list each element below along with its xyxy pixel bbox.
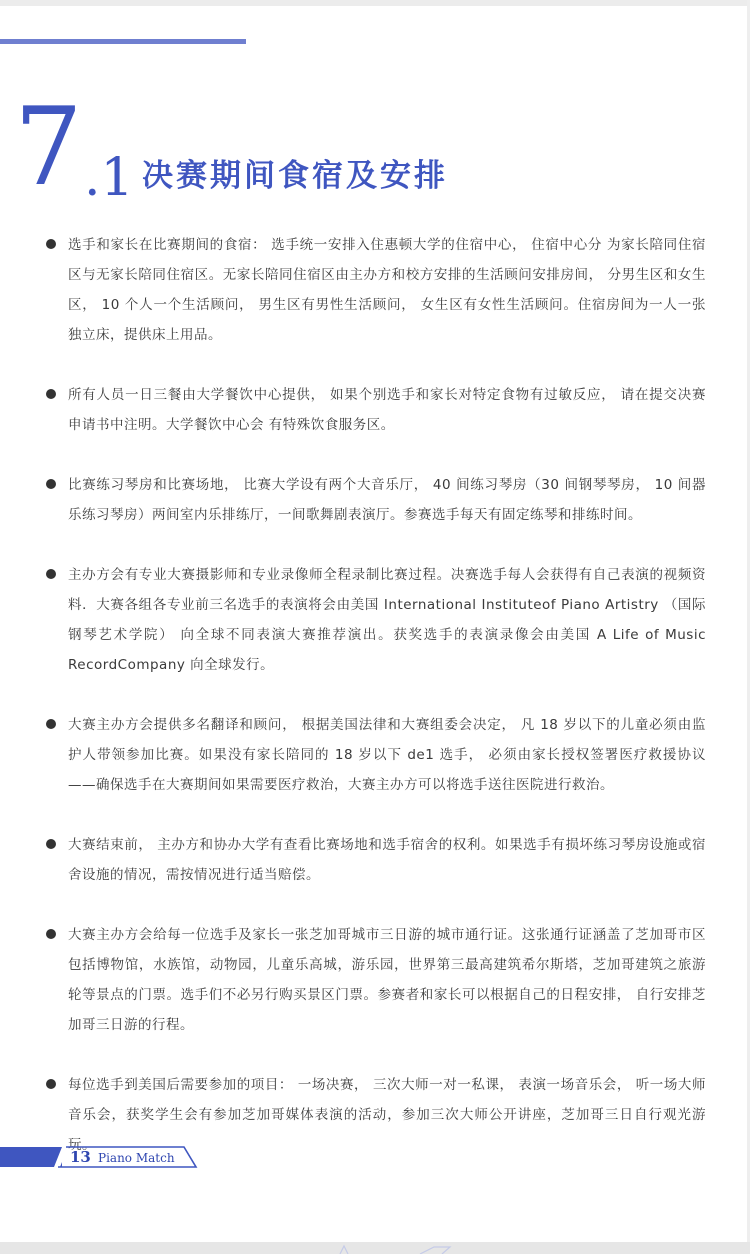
section-sub-number: .1 xyxy=(84,148,134,208)
list-item-text: 每位选手到美国后需要参加的项目： 一场决赛， 三次大师一对一私课， 表演一场音乐会， 听一场大师音乐会，获奖学生会有参加芝加哥媒体表演的活动，参加三次大师公开讲座，芝加哥三日自行观光游玩。 xyxy=(68,1077,706,1153)
list-item xyxy=(46,380,706,440)
top-strip xyxy=(0,0,750,6)
list-item xyxy=(46,230,706,350)
bullet-icon xyxy=(46,479,56,489)
list-item-text: 选手和家长在比赛期间的食宿： 选手统一安排入住惠顿大学的住宿中心， 住宿中心分 为家长陪同住宿区与无家长陪同住宿区。无家长陪同住宿区由主办方和校方安排的生活顾问安排房间， 分男生区和女生区， 10 个人一个生活顾问， 男生区有男性生活顾问， 女生区有女性生活顾问。住宿房间为一人一张独立床，提供床上用品。 xyxy=(68,237,706,343)
list-item xyxy=(46,920,706,1040)
section-heading xyxy=(14,85,714,210)
list-item xyxy=(46,560,706,680)
list-item-text: 所有人员一日三餐由大学餐饮中心提供， 如果个别选手和家长对特定食物有过敏反应， 请在提交决赛申请书中注明。大学餐饮中心会 有特殊饮食服务区。 xyxy=(68,387,706,433)
bullet-icon xyxy=(46,929,56,939)
bullet-list xyxy=(46,230,706,1190)
section-number: 7 xyxy=(14,85,81,210)
section-title: 决赛期间食宿及安排 xyxy=(142,158,448,194)
footer-label: Piano Match xyxy=(98,1151,175,1165)
list-item xyxy=(46,830,706,890)
bullet-icon xyxy=(46,569,56,579)
list-item-text: 大赛主办方会提供多名翻译和顾问， 根据美国法律和大赛组委会决定， 凡 18 岁以下的儿童必须由监护人带领参加比赛。如果没有家长陪同的 18 岁以下 de1 选手， 必须由家长授权签署医疗救援协议——确保选手在大赛期间如果需要医疗救治，大赛主办方可以将选手送往医院进行救治。 xyxy=(68,717,706,793)
top-accent-bar xyxy=(0,39,246,44)
bullet-icon xyxy=(46,839,56,849)
list-item-text: 比赛练习琴房和比赛场地， 比赛大学设有两个大音乐厅， 40 间练习琴房（30 间钢琴琴房， 10 间器乐练习琴房）两间室内乐排练厅，一间歌舞剧表演厅。参赛选手每天有固定练琴和排练时间。 xyxy=(68,477,706,523)
bullet-icon xyxy=(46,719,56,729)
list-item-text: 主办方会有专业大赛摄影师和专业录像师全程录制比赛过程。决赛选手每人会获得有自己表演的视频资料．大赛各组各专业前三名选手的表演将会由美国 International Instituteof Piano Artistry （国际钢琴艺术学院） 向全球不同表演大赛推荐演出。获奖选手的表演录像会由美国 A Life of Music RecordCompany 向全球发行。 xyxy=(68,567,706,673)
bullet-icon xyxy=(46,1079,56,1089)
bullet-icon xyxy=(46,239,56,249)
list-item xyxy=(46,710,706,800)
bottom-decoration-icon xyxy=(330,1244,470,1254)
bullet-icon xyxy=(46,389,56,399)
list-item xyxy=(46,470,706,530)
list-item-text: 大赛主办方会给每一位选手及家长一张芝加哥城市三日游的城市通行证。这张通行证涵盖了芝加哥市区包括博物馆，水族馆，动物园，儿童乐高城，游乐园，世界第三最高建筑希尔斯塔，芝加哥建筑之旅游轮等景点的门票。选手们不必另行购买景区门票。参赛者和家长可以根据自己的日程安排， 自行安排芝加哥三日游的行程。 xyxy=(68,927,706,1033)
list-item-text: 大赛结束前， 主办方和协办大学有查看比赛场地和选手宿舍的权利。如果选手有损坏练习琴房设施或宿舍设施的情况，需按情况进行适当赔偿。 xyxy=(68,837,706,883)
page-number: 13 xyxy=(70,1148,91,1166)
